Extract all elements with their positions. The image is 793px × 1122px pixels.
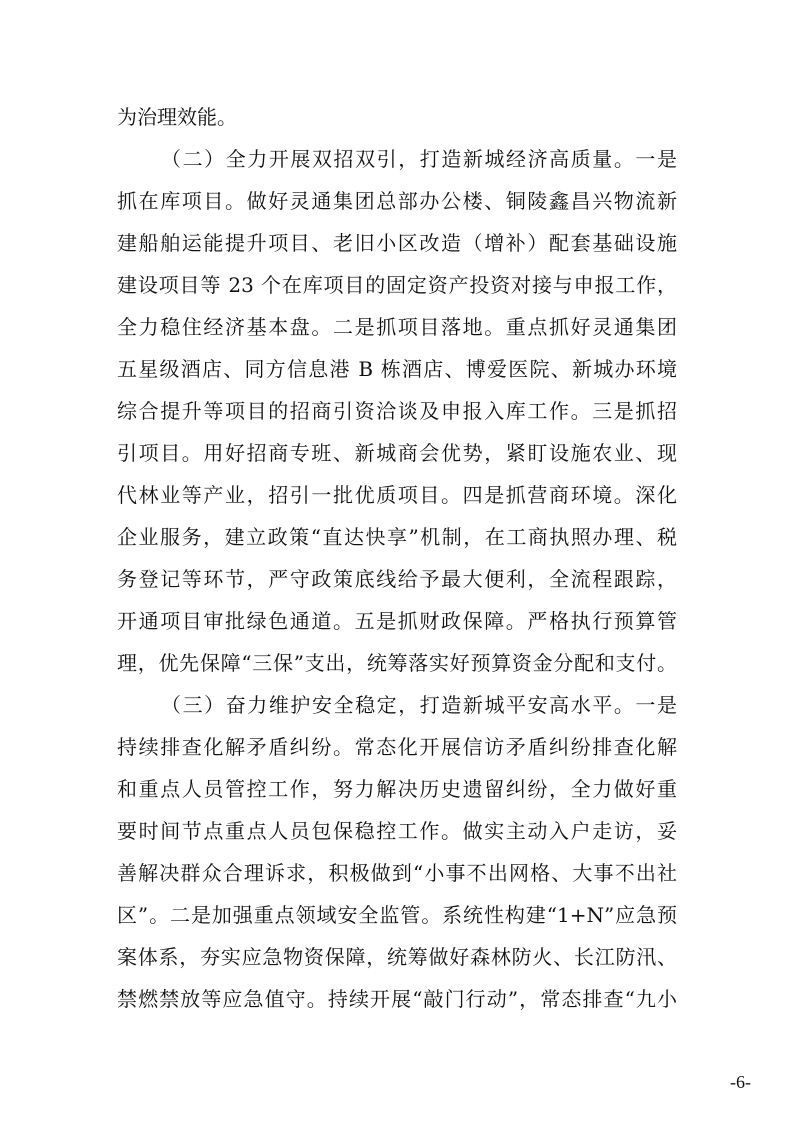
page-number: -6- <box>730 1072 751 1092</box>
text-line-15: （三）奋力维护安全稳定，打造新城平安高水平。一是 <box>161 693 677 717</box>
text-line-22: 禁燃禁放等应急值守。持续开展“敲门行动”，常态排查“九小 <box>117 987 677 1011</box>
text-line-3: 抓在库项目。做好灵通集团总部办公楼、铜陵鑫昌兴物流新 <box>117 189 677 213</box>
text-line-19: 善解决群众合理诉求，积极做到“小事不出网格、大事不出社 <box>117 861 677 885</box>
text-line-21: 案体系，夯实应急物资保障，统筹做好森林防火、长江防汛、 <box>117 945 677 969</box>
text-line-1: 为治理效能。 <box>117 105 237 129</box>
text-line-17: 和重点人员管控工作，努力解决历史遗留纠纷，全力做好重 <box>117 777 677 801</box>
text-line-14: 理，优先保障“三保”支出，统筹落实好预算资金分配和支付。 <box>117 651 677 675</box>
text-line-7: 五星级酒店、同方信息港 B 栋酒店、博爱医院、新城办环境 <box>117 357 677 381</box>
text-line-2: （二）全力开展双招双引，打造新城经济高质量。一是 <box>161 147 677 171</box>
text-line-12: 务登记等环节，严守政策底线给予最大便利，全流程跟踪， <box>117 567 677 591</box>
text-line-8: 综合提升等项目的招商引资洽谈及申报入库工作。三是抓招 <box>117 399 677 423</box>
text-line-20: 区”。二是加强重点领域安全监管。系统性构建“1+N”应急预 <box>117 903 677 927</box>
text-line-13: 开通项目审批绿色通道。五是抓财政保障。严格执行预算管 <box>117 609 677 633</box>
text-line-6: 全力稳住经济基本盘。二是抓项目落地。重点抓好灵通集团 <box>117 315 677 339</box>
text-line-4: 建船舶运能提升项目、老旧小区改造（增补）配套基础设施 <box>117 231 677 255</box>
text-line-16: 持续排查化解矛盾纠纷。常态化开展信访矛盾纠纷排查化解 <box>117 735 677 759</box>
text-line-18: 要时间节点重点人员包保稳控工作。做实主动入户走访，妥 <box>117 819 677 843</box>
text-line-5: 建设项目等 23 个在库项目的固定资产投资对接与申报工作， <box>117 273 677 297</box>
text-line-9: 引项目。用好招商专班、新城商会优势，紧盯设施农业、现 <box>117 441 677 465</box>
text-line-10: 代林业等产业，招引一批优质项目。四是抓营商环境。深化 <box>117 483 677 507</box>
text-line-11: 企业服务，建立政策“直达快享”机制，在工商执照办理、税 <box>117 525 677 549</box>
